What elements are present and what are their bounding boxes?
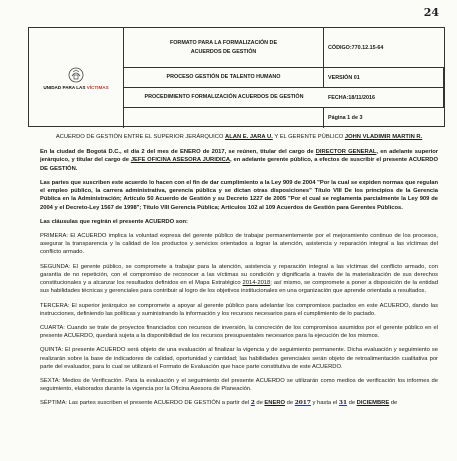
paragraph-clauses-intro: Las cláusulas que regirán el presente ACUERDO son: bbox=[40, 218, 188, 225]
form-title: FORMATO PARA LA FORMALIZACIÓN DE ACUERDOS DE GESTIÓN bbox=[124, 28, 324, 68]
document-header-table bbox=[28, 27, 445, 127]
unidad-victimas-logo: UNIDAD PARA LAS VÍCTIMAS bbox=[43, 84, 109, 90]
clause-sexta: SEXTA: Medios de Verificación. Para la evaluación y el seguimiento del presente ACUERDO se utilizarán como medios de verificación los informes de seguimiento, elaborados durante la vigencia por la Oficina Asesora de Planeación. bbox=[40, 378, 438, 393]
page-indicator: Página 1 de 3 bbox=[328, 115, 363, 121]
clause-tercera: TERCERA: El superior jerárquico se compromete a apoyar al gerente público para adelantar los compromisos pactados en este ACUERDO, dando las instrucciones, definiendo las políticas y suministrando la información y los recursos necesarios para el cumplimiento de lo pactado. bbox=[40, 302, 438, 317]
document-version: VERSIÓN 01 bbox=[324, 68, 444, 88]
process-name: PROCESO GESTIÓN DE TALENTO HUMANO bbox=[124, 68, 324, 88]
document-code: CÓDIGO:770.12.15-64 bbox=[324, 28, 444, 68]
logo-cell bbox=[29, 28, 124, 128]
agreement-intro: ACUERDO DE GESTIÓN ENTRE EL SUPERIOR JERÁRQUICO ALAN E. JARA U. Y EL GERENTE PÚBLICO JOHN VLADIMIR MARTIN R. bbox=[55, 134, 423, 140]
paragraph-legal-basis: Las partes que suscriben este acuerdo lo hacen con el fin de dar cumplimiento a la Ley 909 de 2004 "Por la cual se expiden normas que regulan el empleo público, la carrera administrativa, gerencia pública y se dictan otras disposiciones" Título VIII De los principios de la Gerencia Pública en la Administración; Artículo 50 Acuerdo de Gestión y su Decreto 1227 de 2005 "Por el cual se reglamenta parcialmente la Ley 909 de 2004 y el Decreto-Ley 1567 de 1998"; Título VIII Gerencia Pública; Artículos 102 al 109 Acuerdos de Gestión para Gerentes Públicos. bbox=[40, 179, 438, 211]
agreement-body bbox=[40, 133, 438, 414]
procedure-name: PROCEDIMIENTO FORMALIZACIÓN ACUERDOS DE GESTIÓN bbox=[124, 88, 324, 108]
handwritten-page-number: 24 bbox=[423, 6, 439, 19]
header-blank bbox=[124, 108, 324, 128]
clause-segunda: SEGUNDA: El gerente público, se compromete a trabajar para la atención, asistencia y reparación integral a las víctimas del conflicto armado, con garantía de no repetición, con el compromiso de reconocer a las víctimas su condición y dignificarla a través de la materialización de sus derechos constitucionales y a alcanzar los resultados definidos en el Mapa Estratégico 2014-2018; así mismo, se compromete a poner a disposición de la entidad sus habilidades técnicas y gerenciales para contribuir al logro de los objetivos institucionales en una organización que aprende orientada a resultados. bbox=[40, 263, 438, 295]
colombia-emblem-icon bbox=[68, 67, 84, 83]
paragraph-meeting: En la ciudad de Bogotá D.C., el día 2 del mes de ENERO de 2017, se reúnen, titular del cargo de DIRECTOR GENERAL, en adelante superior jerárquico, y titular del cargo de JEFE OFICINA ASESORA JURIDICA, en adelante gerente público, a efectos de suscribir el presente ACUERDO DE GESTIÓN. bbox=[40, 149, 438, 172]
document-date: FECHA:18/11/2016 bbox=[324, 88, 444, 108]
clause-quinta: QUINTA: El presente ACUERDO será objeto de una evaluación al finalizar la vigencia y de seguimiento permanente. Dicha evaluación y seguimiento se realizarán sobre la base de indicadores de calidad, oportunidad y cantidad; las habilidades gerenciales serán objeto de retroalimentación cualitativa por parte del evaluador, para lo cual se utilizará el Formato de Evaluación que hace parte constitutiva de este ACUERDO. bbox=[40, 347, 438, 370]
clause-cuarta: CUARTA: Cuando se trate de proyectos financiados con recursos de inversión, la concreción de los compromisos asumidos por el gerente público en el presente ACUERDO, quedará sujeta a la disponibilidad de los recursos presupuestales necesarios para la ejecución de los mismos. bbox=[40, 324, 438, 340]
clause-primera: PRIMERA: El ACUERDO implica la voluntad expresa del gerente público de trabajar permanentemente por el mejoramiento continuo de los procesos, asegurar la transparencia y la calidad de los productos y servicios orientados a lograr la atención, asistencia y reparación integral a las víctimas del conflicto armado. bbox=[40, 232, 438, 256]
clause-septima: SÉPTIMA: Las partes suscriben el presente ACUERDO DE GESTIÓN a partir del 2 de ENERO de 2017 y hasta el 31 de DICIEMBRE de bbox=[40, 400, 398, 407]
